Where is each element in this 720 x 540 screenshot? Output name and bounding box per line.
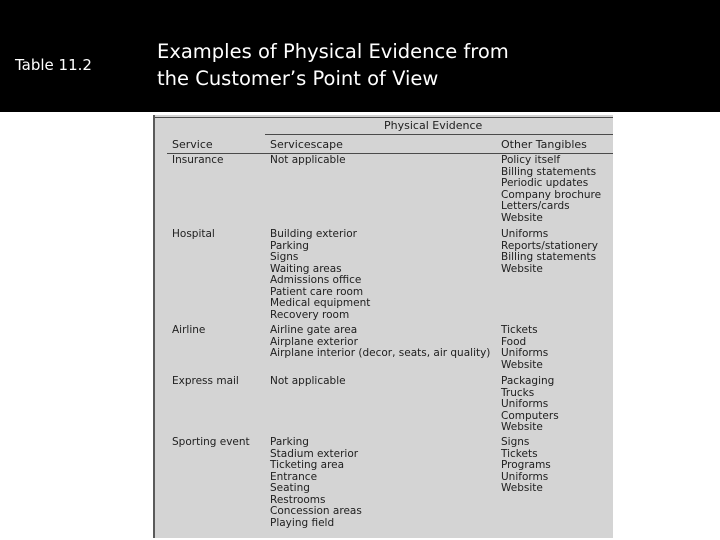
list-item: Signs [501, 436, 530, 448]
list-item: Billing statements [501, 165, 597, 178]
service-name: Airline [172, 324, 206, 336]
list-item: Reports/stationery [501, 239, 598, 252]
service-name: Hospital [172, 228, 215, 240]
list-item: Packaging [501, 375, 555, 387]
list-item: Uniforms [501, 228, 549, 240]
list-item: Medical equipment [270, 297, 371, 309]
list-item: Restrooms [270, 493, 326, 506]
list-item: Ticketing area [270, 459, 345, 471]
list-item: Billing statements [501, 251, 597, 263]
list-item: Tickets [501, 447, 538, 460]
header-band [0, 0, 720, 112]
service-cell [172, 325, 205, 337]
servicescape-cell [270, 229, 370, 321]
service-cell [172, 437, 250, 449]
list-item: Website [501, 211, 543, 224]
list-item: Stadium exterior [270, 447, 359, 460]
list-item: Not applicable [270, 154, 346, 166]
list-item: Airplane interior (decor, seats, air quality) [270, 347, 491, 359]
list-item: Seating [270, 482, 310, 494]
other-tangibles-cell [501, 376, 559, 434]
other-tangibles-cell [501, 437, 551, 495]
servicescape-cell [270, 437, 362, 529]
list-item: Uniforms [501, 347, 549, 359]
table-top-rule [155, 117, 613, 118]
group-header-rule [265, 134, 613, 135]
list-item: Uniforms [501, 398, 549, 410]
list-item: Parking [270, 239, 309, 252]
service-name: Insurance [172, 154, 224, 166]
group-header [155, 119, 613, 135]
slide-title [157, 38, 677, 92]
list-item: Recovery room [270, 308, 350, 321]
other-tangibles-cell [501, 325, 548, 371]
service-name: Express mail [172, 375, 239, 387]
list-item: Airplane exterior [270, 335, 358, 348]
list-item: Concession areas [270, 505, 362, 517]
list-item: Entrance [270, 470, 318, 483]
list-item: Website [501, 358, 543, 371]
servicescape-cell [270, 325, 490, 360]
list-item: Food [501, 335, 527, 348]
list-item: Waiting areas [270, 262, 342, 275]
list-item: Playing field [270, 516, 335, 529]
list-item: Building exterior [270, 228, 357, 240]
list-item: Admissions office [270, 274, 362, 286]
table-label: Table 11.2 [15, 56, 92, 74]
servicescape-cell [270, 155, 346, 167]
other-tangibles-cell [501, 229, 598, 275]
service-cell [172, 155, 224, 167]
list-item: Programs [501, 459, 551, 471]
list-item: Trucks [501, 386, 535, 399]
list-item: Airline gate area [270, 324, 358, 336]
list-item: Uniforms [501, 470, 549, 483]
list-item: Periodic updates [501, 177, 589, 189]
list-item: Parking [270, 436, 309, 448]
slide-title-line-1: Examples of Physical Evidence from [157, 40, 509, 63]
list-item: Website [501, 262, 543, 275]
list-item: Website [501, 421, 543, 433]
list-item: Signs [270, 251, 299, 263]
physical-evidence-table [153, 115, 613, 538]
column-header-servicescape: Servicescape [270, 138, 343, 151]
servicescape-cell [270, 376, 346, 388]
service-cell [172, 229, 215, 241]
service-name: Sporting event [172, 436, 250, 448]
group-header-label: Physical Evidence [384, 119, 483, 132]
list-item: Computers [501, 409, 559, 422]
list-item: Letters/cards [501, 200, 570, 212]
list-item: Tickets [501, 324, 538, 336]
column-header-service: Service [172, 138, 213, 151]
slide-title-line-2: the Customer’s Point of View [157, 67, 439, 90]
list-item: Patient care room [270, 285, 364, 298]
list-item: Company brochure [501, 188, 602, 201]
list-item: Website [501, 482, 543, 494]
column-header-other-tangibles: Other Tangibles [501, 138, 587, 151]
list-item: Not applicable [270, 375, 346, 387]
service-cell [172, 376, 239, 388]
other-tangibles-cell [501, 155, 601, 224]
list-item: Policy itself [501, 154, 561, 166]
